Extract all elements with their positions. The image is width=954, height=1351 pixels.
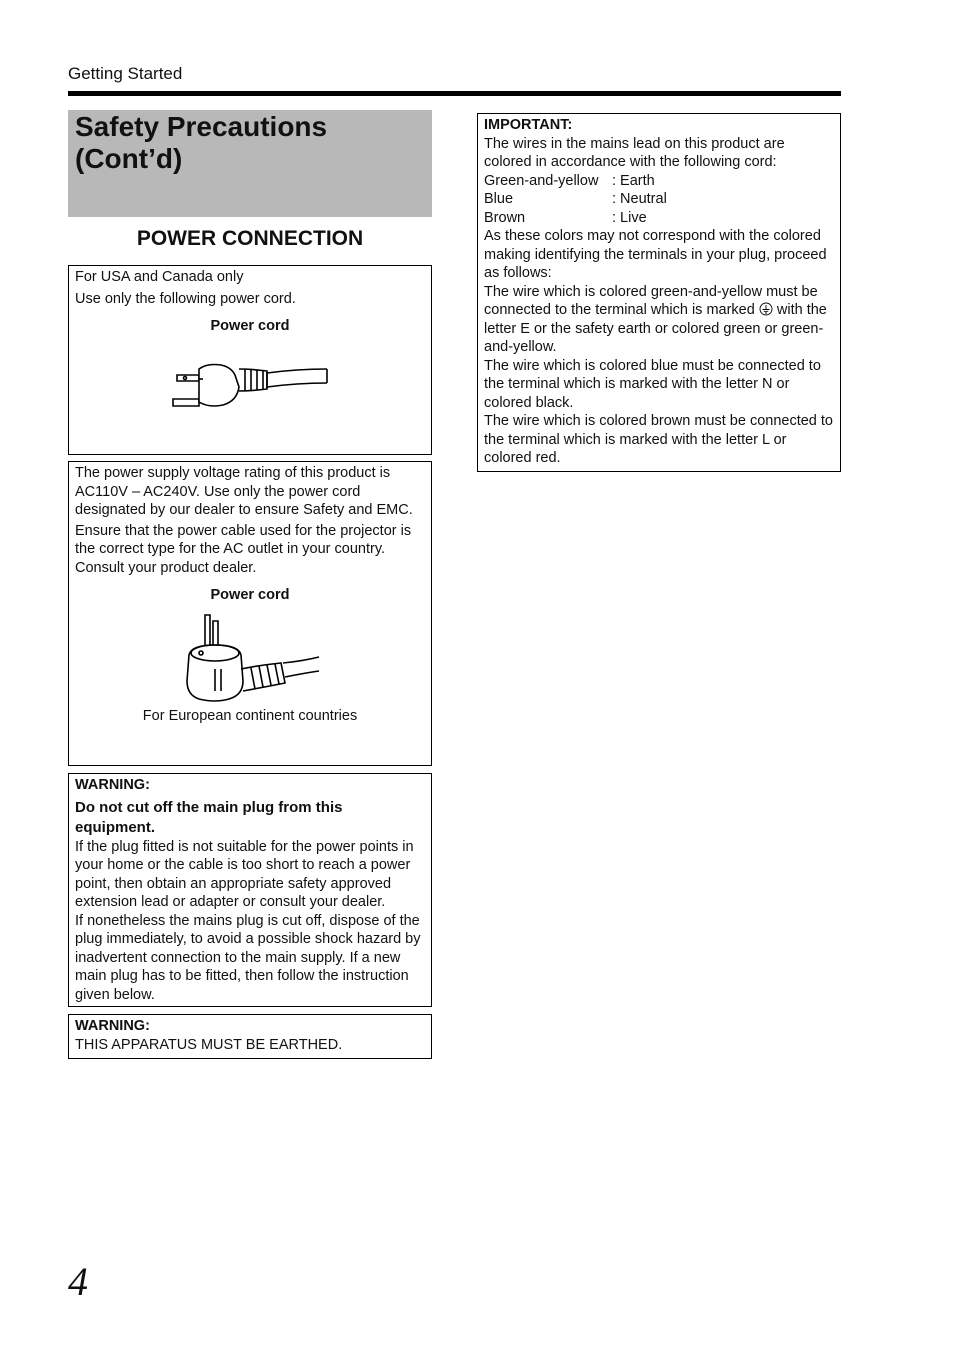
eu-figure-caption: For European continent countries	[142, 707, 358, 724]
eu-power-plug-icon	[175, 611, 325, 706]
page-number: 4	[68, 1259, 88, 1304]
warning2-text: THIS APPARATUS MUST BE EARTHED.	[75, 1036, 343, 1053]
cord-color-name: Brown	[484, 209, 526, 226]
important-para1: As these colors may not correspond with the colored making identifying the terminals in your plug, proceed as follows:	[484, 228, 827, 281]
eu-para1: The power supply voltage rating of this product is AC110V – AC240V. Use only the power cord designated by our dealer to ensure Safety and EMC.	[75, 465, 413, 518]
usa-figure-label: Power cord	[210, 318, 290, 334]
cord-color-row	[484, 209, 834, 228]
important-para2	[484, 283, 834, 357]
eu-figure-label: Power cord	[210, 587, 290, 603]
cord-color-name: Green-and-yellow	[484, 172, 599, 189]
header-rule	[68, 91, 841, 96]
warning1-title: WARNING:	[75, 777, 150, 793]
important-para2-before: The wire which is colored green-and-yellow must be connected to the terminal which is marked	[484, 283, 818, 318]
warning1-subtitle: Do not cut off the main plug from this equipment.	[75, 798, 343, 836]
warning1-para2: If nonetheless the mains plug is cut off, dispose of the plug immediately, to avoid a possible shock hazard by inadvertent connection to the main supply. If a new main plug has to be fitted, then follow the instruction given below.	[75, 912, 421, 1003]
usa-power-cord-box	[68, 265, 432, 455]
cord-color-name: Blue	[484, 191, 514, 207]
important-box	[477, 113, 841, 472]
eu-para2: Ensure that the power cable used for the projector is the correct type for the AC outlet in your country. Consult your product dealer.	[75, 522, 412, 576]
important-para3: The wire which is colored blue must be connected to the terminal which is marked with the letter N or colored black.	[484, 357, 821, 411]
cord-color-row	[484, 172, 834, 191]
running-header: Getting Started	[68, 64, 183, 83]
important-intro: The wires in the mains lead on this product are colored in accordance with the following cord:	[484, 135, 785, 170]
page-title-line1: Safety Precautions	[75, 111, 328, 142]
cord-color-meaning: : Live	[612, 209, 647, 226]
page-title	[68, 110, 432, 175]
us-power-plug-icon	[165, 351, 335, 421]
section-heading: POWER CONNECTION	[136, 227, 364, 250]
warning2-title: WARNING:	[75, 1018, 150, 1034]
warning1-para1: If the plug fitted is not suitable for the power points in your home or the cable is too short to reach a power point, then obtain an appropriate safety approved extension lead or adapter or consult your dealer.	[75, 838, 414, 910]
important-para2-after: with the letter E or the safety earth or colored green or green-and-yellow.	[484, 302, 827, 355]
earth-ground-icon	[759, 302, 773, 316]
cord-color-meaning: : Earth	[612, 172, 655, 189]
page-title-line2: (Cont’d)	[75, 143, 183, 174]
usa-line2: Use only the following power cord.	[75, 290, 296, 307]
important-title: IMPORTANT:	[484, 117, 573, 133]
cord-color-meaning: : Neutral	[612, 191, 667, 207]
important-para4: The wire which is colored brown must be connected to the terminal which is marked with the letter L or colored red.	[484, 413, 833, 466]
warning-plug-box	[68, 773, 432, 1007]
warning-earthed-box	[68, 1014, 432, 1059]
title-band	[68, 110, 432, 217]
eu-power-cord-box	[68, 461, 432, 766]
cord-color-row	[484, 190, 834, 209]
usa-line1: For USA and Canada only	[75, 269, 244, 285]
